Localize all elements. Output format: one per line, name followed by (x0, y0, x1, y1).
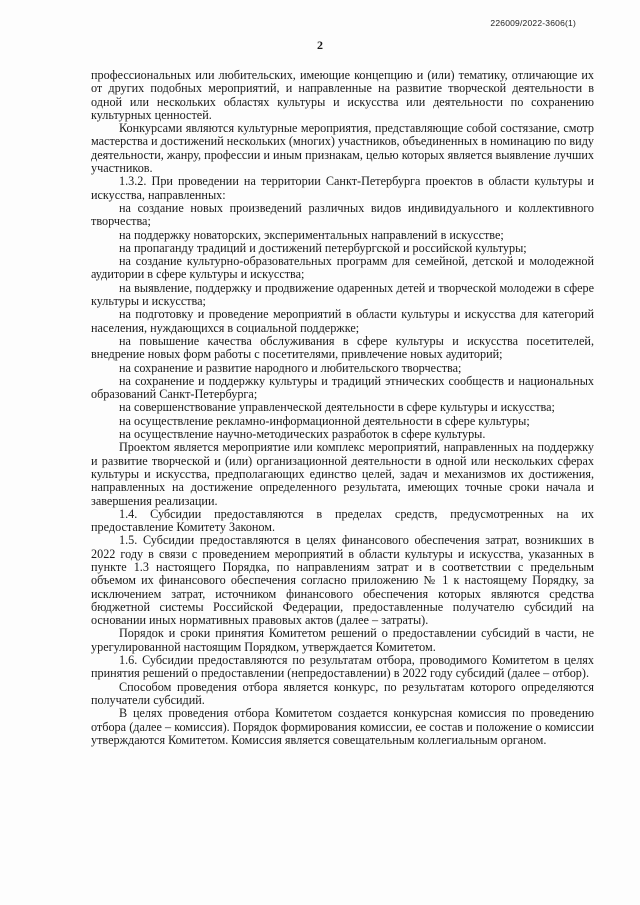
list-item-direction: на подготовку и проведение мероприятий в области культуры и искусства для категорий населения, нуждающихся в социальной поддержке; (91, 307, 594, 335)
paragraph-1-6: 1.6. Субсидии предоставляются по результатам отбора, проводимого Комитетом в целях принятия решений о предоставлении (непредоставлении) в 2022 году субсидий (далее – отбор). (91, 653, 594, 681)
paragraph-selection-method: Способом проведения отбора является конкурс, по результатам которого определяются получатели субсидий. (91, 679, 594, 707)
paragraph-1-3-2: 1.3.2. При проведении на территории Санкт-Петербурга проектов в области культуры и искусства, направленных: (91, 174, 594, 202)
list-item-direction: на создание новых произведений различных видов индивидуального и коллективного творчества; (91, 200, 594, 229)
list-item-direction: на выявление, поддержку и продвижение одаренных детей и творческой молодежи в сфере культуры и искусства; (91, 280, 594, 309)
document-body (91, 69, 594, 747)
paragraph-1-4: 1.4. Субсидии предоставляются в пределах средств, предусмотренных на их предоставление Комитету Законом. (91, 506, 594, 535)
list-item-direction: на пропаганду традиций и достижений петербургской и российской культуры; (119, 240, 527, 255)
list-item-direction: на осуществление научно-методических разработок в сфере культуры. (119, 427, 486, 442)
list-item-direction: на сохранение и развитие народного и любительского творчества; (119, 360, 462, 375)
list-item-direction: на сохранение и поддержку культуры и традиций этнических сообществ и национальных образований Санкт-Петербурга; (91, 373, 594, 402)
paragraph-decision-procedure: Порядок и сроки принятия Комитетом решений о предоставлении субсидий в части, не урегулированной настоящим Порядком, утверждается Комитетом. (91, 626, 594, 654)
list-item-direction: на поддержку новаторских, экспериментальных направлений в искусстве; (119, 227, 504, 242)
paragraph-continuation: профессиональных или любительских, имеющие концепцию и (или) тематику, отличающие их от других подобных мероприятий, и направленные на развитие творческой деятельности в одной или нескольких областях культуры и искусства или деятельности по сохранению культурных ценностей. (91, 68, 594, 122)
list-item-direction: на совершенствование управленческой деятельности в сфере культуры и искусства; (119, 400, 555, 415)
paragraph-1-5: 1.5. Субсидии предоставляются в целях финансового обеспечения затрат, возникших в 2022 году в связи с проведением мероприятий в области культуры и искусства, указанных в пункте 1.3 настоящего Порядка, по направлениям затрат и в соответствии с предельным объемом их финансового обеспечения согласно приложению № 1 к настоящему Порядку, за исключением затрат, источником финансового обеспечения которых являются средства бюджетной системы Российской Федерации, предоставленные получателю субсидий на основании иных нормативных правовых актов (далее – затраты). (91, 533, 594, 628)
list-item-direction: на повышение качества обслуживания в сфере культуры и искусства посетителей, внедрение новых форм работы с посетителями, привлечение новых аудиторий; (91, 333, 594, 362)
paragraph-project-definition: Проектом является мероприятие или комплекс мероприятий, направленных на поддержку и развитие творческой и (или) организационной деятельности в одной или нескольких сферах культуры и искусства, предполагающих единство целей, задач и механизмов их достижения, направленных на достижение определенного результата, имеющих точные сроки начала и завершения реализации. (91, 440, 594, 508)
document-registration-number: 226009/2022-3606(1) (490, 18, 576, 28)
paragraph-contests-definition: Конкурсами являются культурные мероприятия, представляющие собой состязание, смотр мастерства и достижений нескольких (многих) участников, объединенных в номинацию по виду деятельности, жанру, профессии и иным признакам, целью которых является выявление лучших участников. (91, 121, 594, 176)
list-item-direction: на создание культурно-образовательных программ для семейной, детской и молодежной аудитории в сфере культуры и искусства; (91, 254, 594, 282)
list-item-direction: на осуществление рекламно-информационной деятельности в сфере культуры; (119, 413, 530, 428)
paragraph-commission: В целях проведения отбора Комитетом создается конкурсная комиссия по проведению отбора (далее – комиссия). Порядок формирования комиссии, ее состав и положение о комиссии утверждаются Комитетом. Комиссия является совещательным коллегиальным органом. (91, 706, 594, 747)
page-number: 2 (317, 38, 323, 52)
